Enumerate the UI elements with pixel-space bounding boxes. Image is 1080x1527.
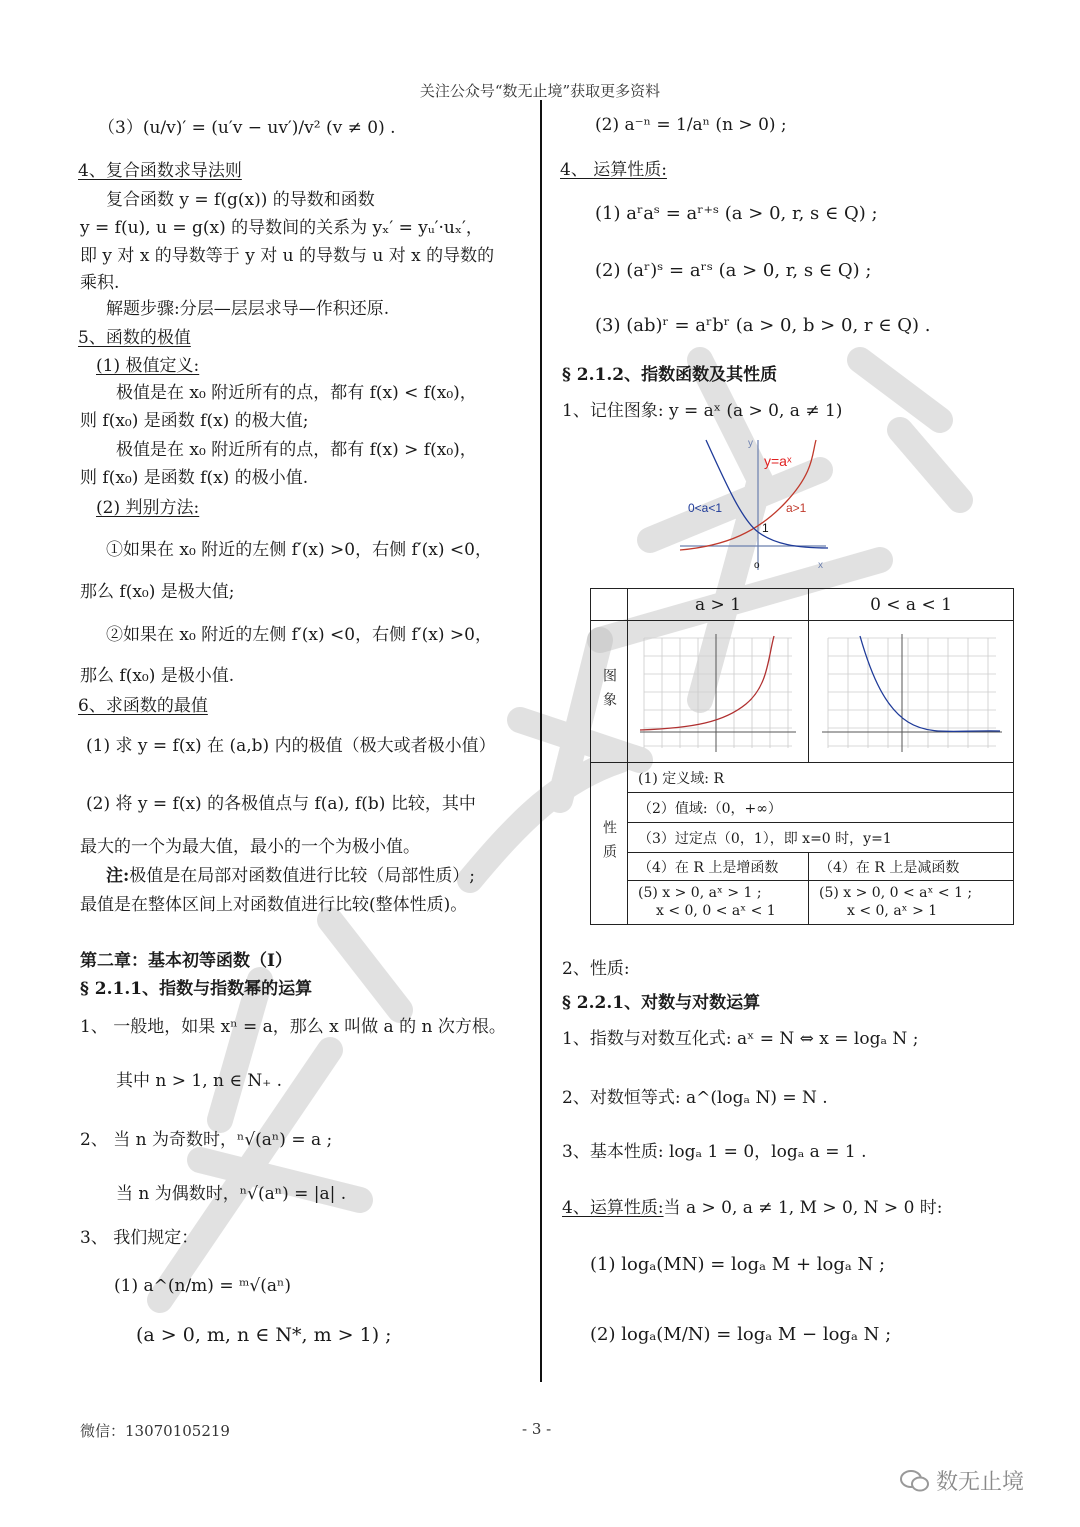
graph-origin-label: o [754, 560, 760, 571]
wechat-icon [900, 1468, 930, 1494]
root-cond: 其中 n > 1, n ∈ N₊ . [116, 1071, 283, 1091]
log-quotient: (2) logₐ(M/N) = logₐ M − logₐ N ; [590, 1324, 892, 1345]
prop-range: （2）值域:（0，+∞） [628, 793, 1014, 823]
graph-a-lt-1 [816, 628, 1006, 756]
prop-5b-line2: x < 0, aˣ > 1 [847, 902, 938, 919]
prop-domain: (1) 定义域: R [628, 763, 1014, 793]
property-2: 2、性质: [562, 959, 630, 979]
section-2-1-1: § 2.1.1、指数与指数幂的运算 [80, 979, 313, 999]
judge-j3: ②如果在 x₀ 附近的左侧 f′(x) <0，右侧 f′(x) >0， [106, 625, 492, 645]
column-divider [540, 100, 542, 1382]
prop-5a-line2: x < 0, 0 < aˣ < 1 [656, 902, 776, 919]
curve-a-gt-1 [680, 440, 816, 550]
maxmin-m3: 最大的一个为最大值，最小的一个为极小值。 [80, 837, 420, 857]
graph-gt1-label: a>1 [786, 501, 807, 515]
quotient-rule: （3）(u/v)′ = (u′v − uv′)/v² (v ≠ 0) . [98, 118, 396, 138]
graph-x-label: x [818, 560, 823, 571]
extrema-def: (1) 极值定义: [96, 356, 200, 376]
table-col-a-lt-1: 0 < a < 1 [809, 589, 1014, 621]
judge-j2: 那么 f(x₀) 是极大值; [80, 582, 235, 602]
exp-graph [676, 434, 836, 574]
prop-5b-line1: (5) x > 0, 0 < aˣ < 1 ; [819, 885, 973, 901]
judge-j4: 那么 f(x₀) 是极小值. [80, 666, 235, 686]
root-def: 1、 一般地，如果 xⁿ = a，那么 x 叫做 a 的 n 次方根。 [80, 1017, 506, 1037]
section-2-1-2: § 2.1.2、指数函数及其性质 [562, 365, 778, 385]
chain-p3: 即 y 对 x 的导数等于 y 对 u 的导数与 u 对 x 的导数的 [80, 246, 495, 266]
prop-5a-line1: (5) x > 0, aˣ > 1 ; [638, 885, 762, 901]
log-product: (1) logₐ(MN) = logₐ M + logₐ N ; [590, 1254, 886, 1275]
root-even: 当 n 为偶数时，ⁿ√(aⁿ) = |a| . [116, 1184, 347, 1204]
note-2: 最值是在整体区间上对函数值进行比较(整体性质)。 [80, 895, 468, 915]
heading-chain-rule: 4、复合函数求导法则 [78, 161, 242, 181]
brand-name: 数无止境 [936, 1470, 1025, 1495]
judge-j1: ①如果在 x₀ 附近的左侧 f′(x) >0，右侧 f′(x) <0， [106, 540, 492, 560]
note-label: 注: [106, 866, 130, 886]
exp-op-3: (3) (ab)ʳ = aʳbʳ (a > 0, b > 0, r ∈ Q) . [595, 315, 931, 336]
rational-exp-cond: (a > 0, m, n ∈ N*, m > 1) ; [136, 1324, 392, 1346]
extrema-d3: 极值是在 x₀ 附近所有的点，都有 f(x) > f(x₀)， [116, 440, 477, 460]
table-row-props: 性质 [591, 763, 628, 925]
judge-method: (2) 判别方法: [96, 498, 200, 518]
chain-p4: 乘积. [80, 273, 120, 293]
prop-decreasing: （4）在 R 上是减函数 [809, 853, 1014, 881]
exp-op-2: (2) (aʳ)ˢ = aʳˢ (a > 0, r, s ∈ Q) ; [595, 260, 872, 281]
graph-fn-label: y=aˣ [764, 453, 792, 469]
neg-exp: (2) a⁻ⁿ = 1/aⁿ (n > 0) ; [595, 115, 787, 135]
log-ops-heading: 4、运算性质: [562, 1198, 664, 1218]
graph-a-gt-1 [634, 628, 802, 756]
table-row-image: 图象 [591, 621, 628, 763]
prop-increasing: （4）在 R 上是增函数 [628, 853, 809, 881]
section-2-2-1: § 2.2.1、对数与对数运算 [562, 993, 761, 1013]
extrema-d2: 则 f(x₀) 是函数 f(x) 的极大值; [80, 411, 309, 431]
log-identity: 2、对数恒等式: a^(logₐ N) = N . [562, 1088, 828, 1108]
rule-intro: 3、 我们规定： [80, 1228, 199, 1248]
exp-properties-table [590, 588, 1014, 925]
log-basic: 3、基本性质: logₐ 1 = 0，logₐ a = 1 . [562, 1142, 867, 1162]
brand-logo [900, 1465, 1024, 1496]
chapter-2-title: 第二章：基本初等函数（Ⅰ） [80, 951, 292, 971]
graph-lt1-label: 0<a<1 [688, 501, 723, 515]
maxmin-m2: (2) 将 y = f(x) 的各极值点与 f(a), f(b) 比较，其中 [86, 794, 476, 814]
table-col-a-gt-1: a > 1 [628, 589, 809, 621]
exp-op-1: (1) aʳaˢ = aʳ⁺ˢ (a > 0, r, s ∈ Q) ; [595, 203, 878, 224]
graph-y-label: y [748, 438, 753, 449]
chain-p1: 复合函数 y = f(g(x)) 的导数和函数 [106, 190, 375, 210]
log-ops-cond: 当 a > 0, a ≠ 1, M > 0, N > 0 时: [663, 1198, 943, 1218]
chain-p5: 解题步骤:分层—层层求导—作积还原. [106, 299, 390, 319]
header-note: 关注公众号“数无止境”获取更多资料 [419, 82, 661, 100]
chain-p2: y = f(u), u = g(x) 的导数间的关系为 yₓ′ = yᵤ′·uₓ′， [80, 218, 483, 238]
heading-extrema: 5、函数的极值 [78, 328, 191, 348]
heading-maxmin: 6、求函数的最值 [78, 696, 208, 716]
heading-exp-ops: 4、 运算性质: [560, 160, 667, 180]
root-odd: 2、 当 n 为奇数时，ⁿ√(aⁿ) = a ; [80, 1130, 333, 1150]
graph-one-label: 1 [762, 521, 769, 535]
maxmin-m1: (1) 求 y = f(x) 在 (a,b) 内的极值（极大或者极小值） [86, 736, 496, 756]
page-number: - 3 - [522, 1420, 552, 1438]
extrema-d4: 则 f(x₀) 是函数 f(x) 的极小值. [80, 468, 309, 488]
prop-fixed-point: （3）过定点（0，1），即 x=0 时，y=1 [628, 823, 1014, 853]
footer-wechat: 微信：13070105219 [80, 1422, 230, 1440]
note-1: 极值是在局部对函数值进行比较（局部性质）; [129, 866, 476, 886]
rational-exp: (1) a^(n/m) = ᵐ√(aⁿ) [114, 1276, 291, 1296]
extrema-d1: 极值是在 x₀ 附近所有的点，都有 f(x) < f(x₀)， [116, 383, 477, 403]
graph-intro: 1、记住图象: y = aˣ (a > 0, a ≠ 1) [562, 401, 843, 421]
log-conversion: 1、指数与对数互化式: aˣ = N ⇔ x = logₐ N ; [562, 1029, 919, 1049]
